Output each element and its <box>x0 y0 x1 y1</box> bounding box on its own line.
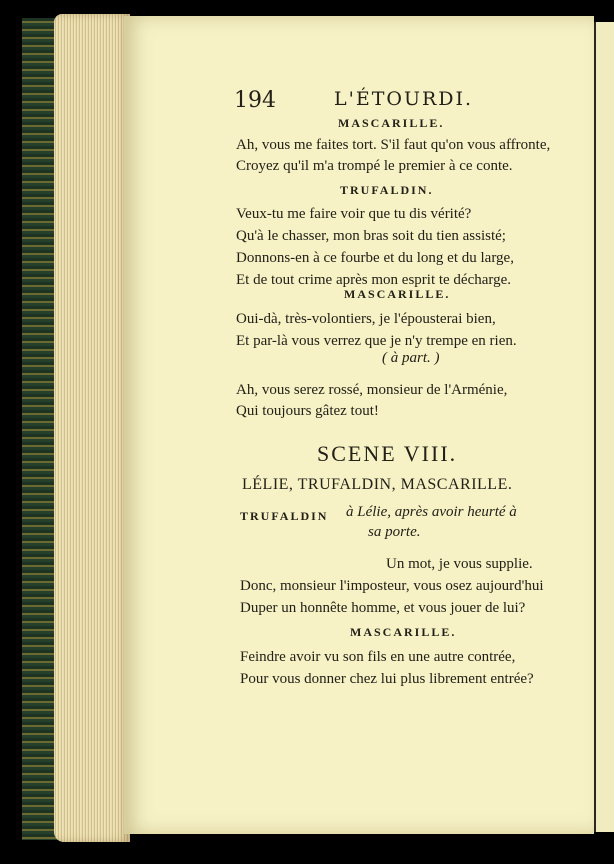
speaker-label: TRUFALDIN <box>240 509 329 523</box>
verse-line: Veux-tu me faire voir que tu dis vérité? <box>236 206 472 222</box>
speaker-label: MASCARILLE. <box>350 625 457 639</box>
verse-line: Donnons-en à ce fourbe et du long et du large, <box>236 250 514 266</box>
running-head: L'ÉTOURDI. <box>334 88 474 110</box>
verse-line: Et de tout crime après mon esprit te décharge. <box>236 272 512 288</box>
speaker-label: TRUFALDIN. <box>340 183 434 197</box>
verse-line: Oui-dà, très-volontiers, je l'épousterai bien, <box>236 311 496 327</box>
verse-line: Pour vous donner chez lui plus librement entrée? <box>240 671 534 687</box>
verse-line: Donc, monsieur l'imposteur, vous osez aujourd'hui <box>240 578 544 594</box>
stage-direction: sa porte. <box>368 524 421 540</box>
verse-line: Qu'à le chasser, mon bras soit du tien assisté; <box>236 228 506 244</box>
scene-title: SCENE VIII. <box>317 441 458 466</box>
stage-direction: à Lélie, après avoir heurté à <box>346 504 517 520</box>
scene-characters: LÉLIE, TRUFALDIN, MASCARILLE. <box>242 476 513 493</box>
verse-line: Qui toujours gâtez tout! <box>236 403 379 419</box>
verse-line: Et par-là vous verrez que je n'y trempe en rien. <box>236 333 517 349</box>
facing-page-edge <box>594 22 614 832</box>
page-edges <box>54 14 130 842</box>
aside-direction: ( à part. ) <box>382 350 440 366</box>
speaker-label: MASCARILLE. <box>338 116 445 130</box>
verse-line: Duper un honnête homme, et vous jouer de lui? <box>240 600 526 616</box>
verse-line: Un mot, je vous supplie. <box>386 556 533 572</box>
verse-line: Feindre avoir vu son fils en une autre contrée, <box>240 649 516 665</box>
verse-line: Ah, vous me faites tort. S'il faut qu'on vous affronte, <box>236 137 551 153</box>
book-page <box>124 16 594 834</box>
page-number: 194 <box>234 88 276 113</box>
verse-line: Croyez qu'il m'a trompé le premier à ce conte. <box>236 158 513 174</box>
verse-line: Ah, vous serez rossé, monsieur de l'Arménie, <box>236 382 508 398</box>
speaker-label: MASCARILLE. <box>344 287 451 301</box>
